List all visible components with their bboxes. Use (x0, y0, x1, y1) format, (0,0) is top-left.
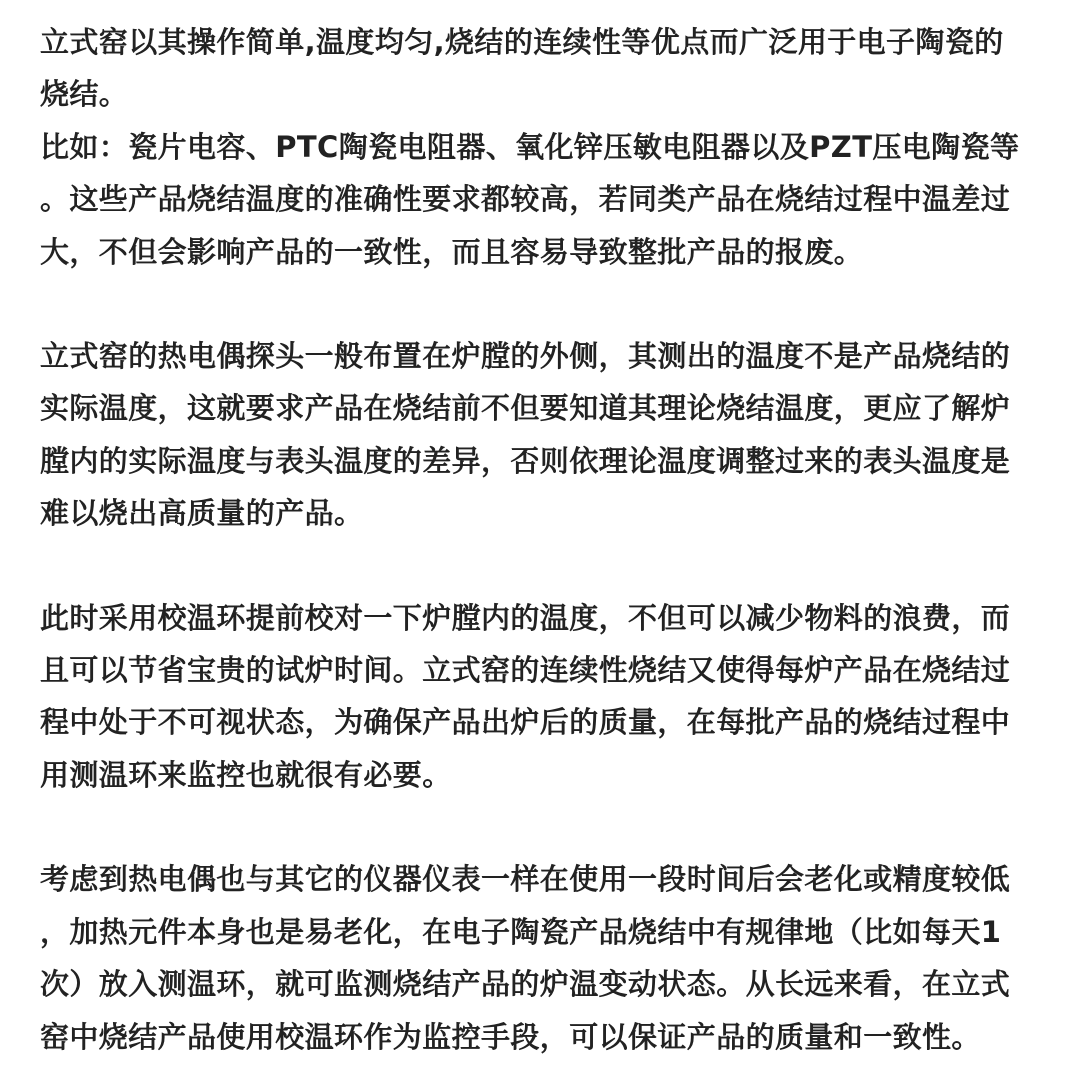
article-body (40, 16, 1040, 1063)
paragraph-kiln-advantages: 立式窑以其操作简单,温度均匀,烧结的连续性等优点而广泛用于电子陶瓷的 烧结。 比如：瓷片电容、PTC陶瓷电阻器、氧化锌压敏电阻器以及PZT压电陶瓷等 。这些产品烧结温度的准确性要求都较高，若同类产品在烧结过程中温差过 大，不但会影响产品的一致性，而且容易导致整批产品的报废。 (40, 25, 1020, 269)
paragraph-monitoring: 考虑到热电偶也与其它的仪器仪表一样在使用一段时间后会老化或精度较低 ，加热元件本身也是易老化，在电子陶瓷产品烧结中有规律地（比如每天1 次）放入测温环，就可监测烧结产品的炉温变动状态。从长远来看，在立式 窑中烧结产品使用校温环作为监控手段，可以保证产品的质量和一致性。 (40, 862, 1011, 1054)
paragraph-thermocouple-placement: 立式窑的热电偶探头一般布置在炉膛的外侧，其测出的温度不是产品烧结的 实际温度，这就要求产品在烧结前不但要知道其理论烧结温度，更应了解炉 膛内的实际温度与表头温度的差异，否则依理论温度调整过来的表头温度是 难以烧出高质量的产品。 (40, 339, 1011, 531)
paragraph-calibration-ring: 此时采用校温环提前校对一下炉膛内的温度，不但可以减少物料的浪费，而 且可以节省宝贵的试炉时间。立式窑的连续性烧结又使得每炉产品在烧结过 程中处于不可视状态，为确保产品出炉后的质量，在每批产品的烧结过程中 用测温环来监控也就很有必要。 (40, 600, 1011, 792)
